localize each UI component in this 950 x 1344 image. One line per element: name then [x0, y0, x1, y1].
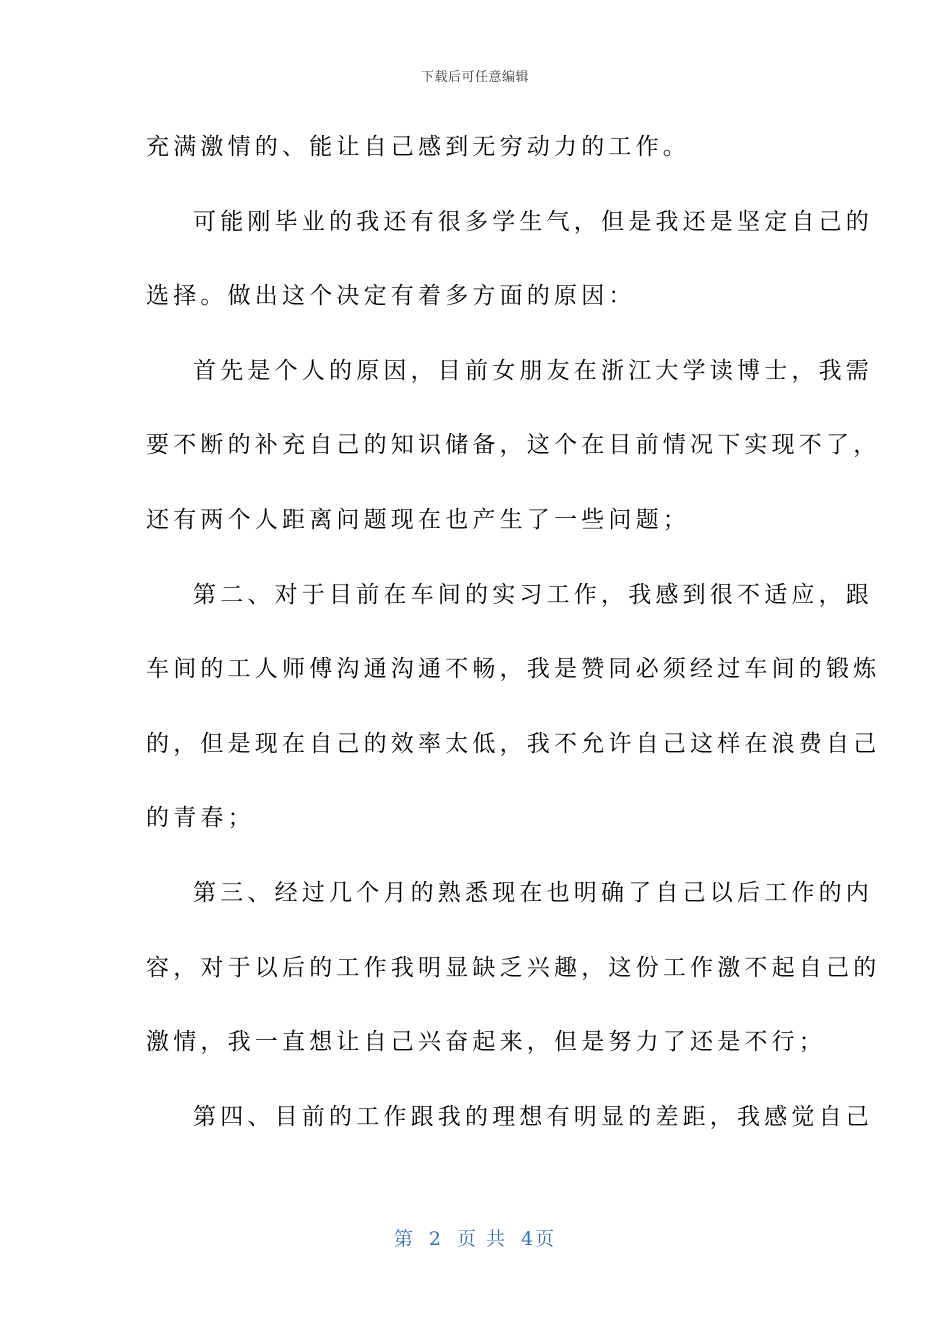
text-line: 还有两个人距离问题现在也产生了一些问题；: [146, 506, 690, 533]
text-line: 车间的工人师傅沟通沟通不畅，我是赞同必须经过车间的锻炼: [146, 656, 881, 683]
text-line: 的青春；: [146, 805, 255, 832]
text-line: 充满激情的、能让自己感到无穷动力的工作。: [146, 134, 690, 160]
page-number-footer: [0, 1224, 950, 1251]
footer-prefix: 第: [393, 1228, 415, 1250]
text-line: 激情，我一直想让自己兴奋起来，但是努力了还是不行；: [146, 1029, 826, 1056]
text-line: 容，对于以后的工作我明显缺乏兴趣，这份工作激不起自己的: [146, 954, 881, 981]
footer-current-page: 2: [428, 1228, 443, 1250]
text-line: 选择。做出这个决定有着多方面的原因：: [146, 283, 636, 310]
document-body: [146, 127, 881, 1171]
footer-total-pages: 4页: [521, 1228, 557, 1250]
text-line: 第二、对于目前在车间的实习工作，我感到很不适应，跟: [193, 581, 873, 608]
text-line: 要不断的补充自己的知识储备，这个在目前情况下实现不了，: [146, 432, 881, 459]
text-line: 可能刚毕业的我还有很多学生气，但是我还是坚定自己的: [193, 208, 873, 235]
text-line: 首先是个人的原因，目前女朋友在浙江大学读博士，我需: [193, 357, 873, 384]
page-header-note: 下载后可任意编辑: [420, 70, 529, 85]
footer-middle: 页 共: [456, 1228, 508, 1250]
text-line: 第三、经过几个月的熟悉现在也明确了自己以后工作的内: [193, 879, 873, 906]
text-line: 第四、目前的工作跟我的理想有明显的差距，我感觉自己: [193, 1103, 873, 1130]
text-line: 的，但是现在自己的效率太低，我不允许自己这样在浪费自己: [146, 730, 881, 757]
